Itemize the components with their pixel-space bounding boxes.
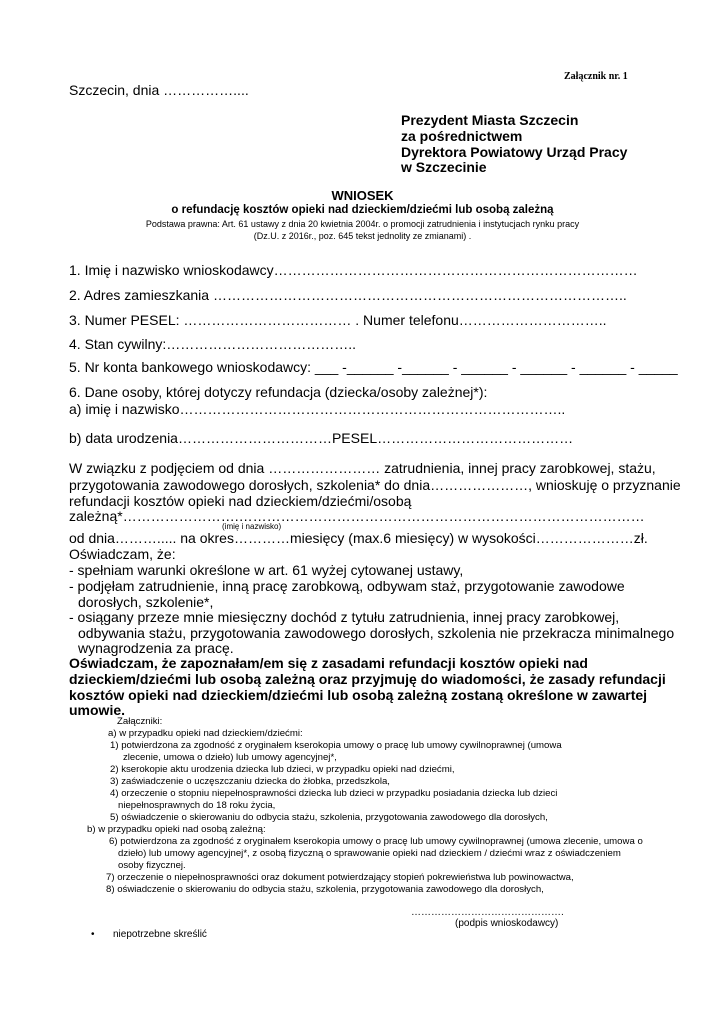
field-applicant-name[interactable]: 1. Imię i nazwisko wnioskodawcy…………………………………………………………………… bbox=[69, 262, 638, 278]
declaration-line: dzieckiem/dziećmi lub osobą zależną oraz przyjmuję do wiadomości, że zasady refundacji bbox=[69, 671, 666, 687]
attachments-header: Załączniki: bbox=[117, 716, 163, 727]
attachment-item-cont: niepełnosprawnych do 18 roku życia, bbox=[118, 800, 276, 811]
attachment-item: 3) zaświadczenie o uczęszczaniu dziecka do żłobka, przedszkola, bbox=[110, 776, 390, 787]
declaration-line: kosztów opieki nad dzieckiem/dziećmi lub osobą zależną zostaną określone w zawartej bbox=[69, 687, 648, 703]
addressee-line: Dyrektora Powiatowy Urząd Pracy bbox=[401, 144, 628, 160]
attachment-item-cont: zlecenie, umowa o dzieło) lub umowy agencyjnej*, bbox=[123, 752, 337, 763]
statement-bullet: - spełniam warunki określone w art. 61 wyżej cytowanej ustawy, bbox=[69, 562, 464, 578]
body-line: Oświadczam, że: bbox=[69, 546, 176, 562]
body-line: W związku z podjęciem od dnia …………………… zatrudnienia, innej pracy zarobkowej, stażu, bbox=[69, 460, 656, 476]
attachment-item-cont: osoby fizycznej. bbox=[118, 860, 186, 871]
statement-bullet-cont: wynagrodzenia za pracę. bbox=[78, 640, 234, 656]
statement-bullet: - podjęłam zatrudnienie, inną pracę zarobkową, odbywam staż, przygotowanie zawodowe bbox=[69, 578, 625, 594]
statement-bullet: - osiągany przeze mnie miesięczny dochód z tytułu zatrudnienia, innej pracy zarobkowej, bbox=[69, 609, 620, 625]
field-marital-status[interactable]: 4. Stan cywilny:………………………………….. bbox=[69, 336, 357, 352]
declaration-line: umowie. bbox=[69, 702, 126, 718]
attachment-group: b) w przypadku opieki nad osobą zależną: bbox=[87, 824, 266, 835]
addressee-line: za pośrednictwem bbox=[401, 128, 523, 144]
field-dependent-birthdate-pesel[interactable]: b) data urodzenia……………………………PESEL…………………………………… bbox=[69, 430, 574, 446]
attachment-item-cont: dzieło) lub umowy agencyjnej*, z osobą fizyczną o sprawowanie opieki nad dzieckiem / dziećmi wraz z oświadczeniem bbox=[118, 848, 621, 859]
field-bank-account[interactable]: 5. Nr konta bankowego wnioskodawcy: ___ -______ -______ - ______ - ______ - ______ - _____ bbox=[69, 359, 678, 375]
addressee-line: w Szczecinie bbox=[401, 159, 487, 175]
attachment-item: 1) potwierdzona za zgodność z oryginałem kserokopia umowy o pracę lub umowy cywilnoprawnej (umowa bbox=[110, 740, 562, 751]
body-line: zależną*…………………….…………………………………………………………………………… bbox=[69, 508, 645, 524]
attachment-item: 8) oświadczenie o skierowaniu do odbycia stażu, szkolenia, przygotowania zawodowego dla dorosłych, bbox=[106, 884, 544, 895]
signature-line: ………………………………………. bbox=[411, 907, 564, 918]
footnote-bullet: • bbox=[91, 929, 95, 940]
document-title: WNIOSEK bbox=[331, 188, 394, 203]
dependent-section-heading: 6. Dane osoby, której dotyczy refundacja (dziecka/osoby zależnej*): bbox=[69, 384, 488, 400]
signature-caption: (podpis wnioskodawcy) bbox=[455, 918, 559, 929]
addressee-line: Prezydent Miasta Szczecin bbox=[401, 112, 579, 128]
document-subtitle: o refundację kosztów opieki nad dzieckiem/dziećmi lub osobą zależną bbox=[171, 204, 554, 216]
footnote: niepotrzebne skreślić bbox=[113, 929, 207, 940]
attachment-item: 4) orzeczenie o stopniu niepełnosprawności dziecka lub dzieci w przypadku posiadania dziecka lub dzieci bbox=[110, 788, 558, 799]
body-line: przygotowania zawodowego dorosłych, szkolenia* do dnia…………………, wnioskuję o przyznanie bbox=[69, 477, 681, 493]
legal-basis-citation: (Dz.U. z 2016r., poz. 645 tekst jednolity ze zmianami) . bbox=[253, 231, 472, 241]
attachment-group: a) w przypadku opieki nad dzieckiem/dziećmi: bbox=[108, 728, 303, 739]
legal-basis: Podstawa prawna: Art. 61 ustawy z dnia 20 kwietnia 2004r. o promocji zatrudnienia i instytucjach rynku pracy bbox=[145, 219, 580, 229]
attachment-item: 7) orzeczenie o niepełnosprawności oraz dokument potwierdzający stopień pokrewieństwa lub powinowactwa, bbox=[106, 872, 574, 883]
statement-bullet-cont: odbywania stażu, przygotowania zawodowego dorosłych, szkolenia nie przekracza minimalnego bbox=[78, 625, 675, 641]
field-dependent-name[interactable]: a) imię i nazwisko……………………………………………………………………….. bbox=[69, 401, 566, 417]
declaration-line: Oświadczam, że zapoznałam/em się z zasadami refundacji kosztów opieki nad bbox=[69, 655, 588, 671]
body-line: refundacji kosztów opieki nad dzieckiem/dziećmi/osobą bbox=[69, 493, 412, 509]
attachment-item: 6) potwierdzona za zgodność z oryginałem kserokopia umowy o pracę lub umowy cywilnoprawnej (umowa zlecenie, umowa o bbox=[109, 836, 643, 847]
field-pesel-phone[interactable]: 3. Numer PESEL: ……………………………… . Numer telefonu………………………….. bbox=[69, 312, 607, 328]
attachment-item: 2) kserokopie aktu urodzenia dziecka lub dzieci, w przypadku opieki nad dziećmi, bbox=[110, 764, 455, 775]
attachment-number: Załącznik nr. 1 bbox=[564, 71, 628, 82]
statement-bullet-cont: dorosłych, szkolenie*, bbox=[78, 594, 214, 610]
name-caption: (imię i nazwisko) bbox=[222, 522, 282, 531]
place-date: Szczecin, dnia …………….... bbox=[69, 82, 249, 98]
field-address[interactable]: 2. Adres zamieszkania …………………………………………………………………………….. bbox=[69, 287, 627, 303]
body-line: od dnia………..... na okres…………miesięcy (max.6 miesięcy) w wysokości…………………zł. bbox=[69, 530, 648, 546]
attachment-item: 5) oświadczenie o skierowaniu do odbycia stażu, szkolenia, przygotowania zawodowego dla dorosłych, bbox=[110, 812, 548, 823]
